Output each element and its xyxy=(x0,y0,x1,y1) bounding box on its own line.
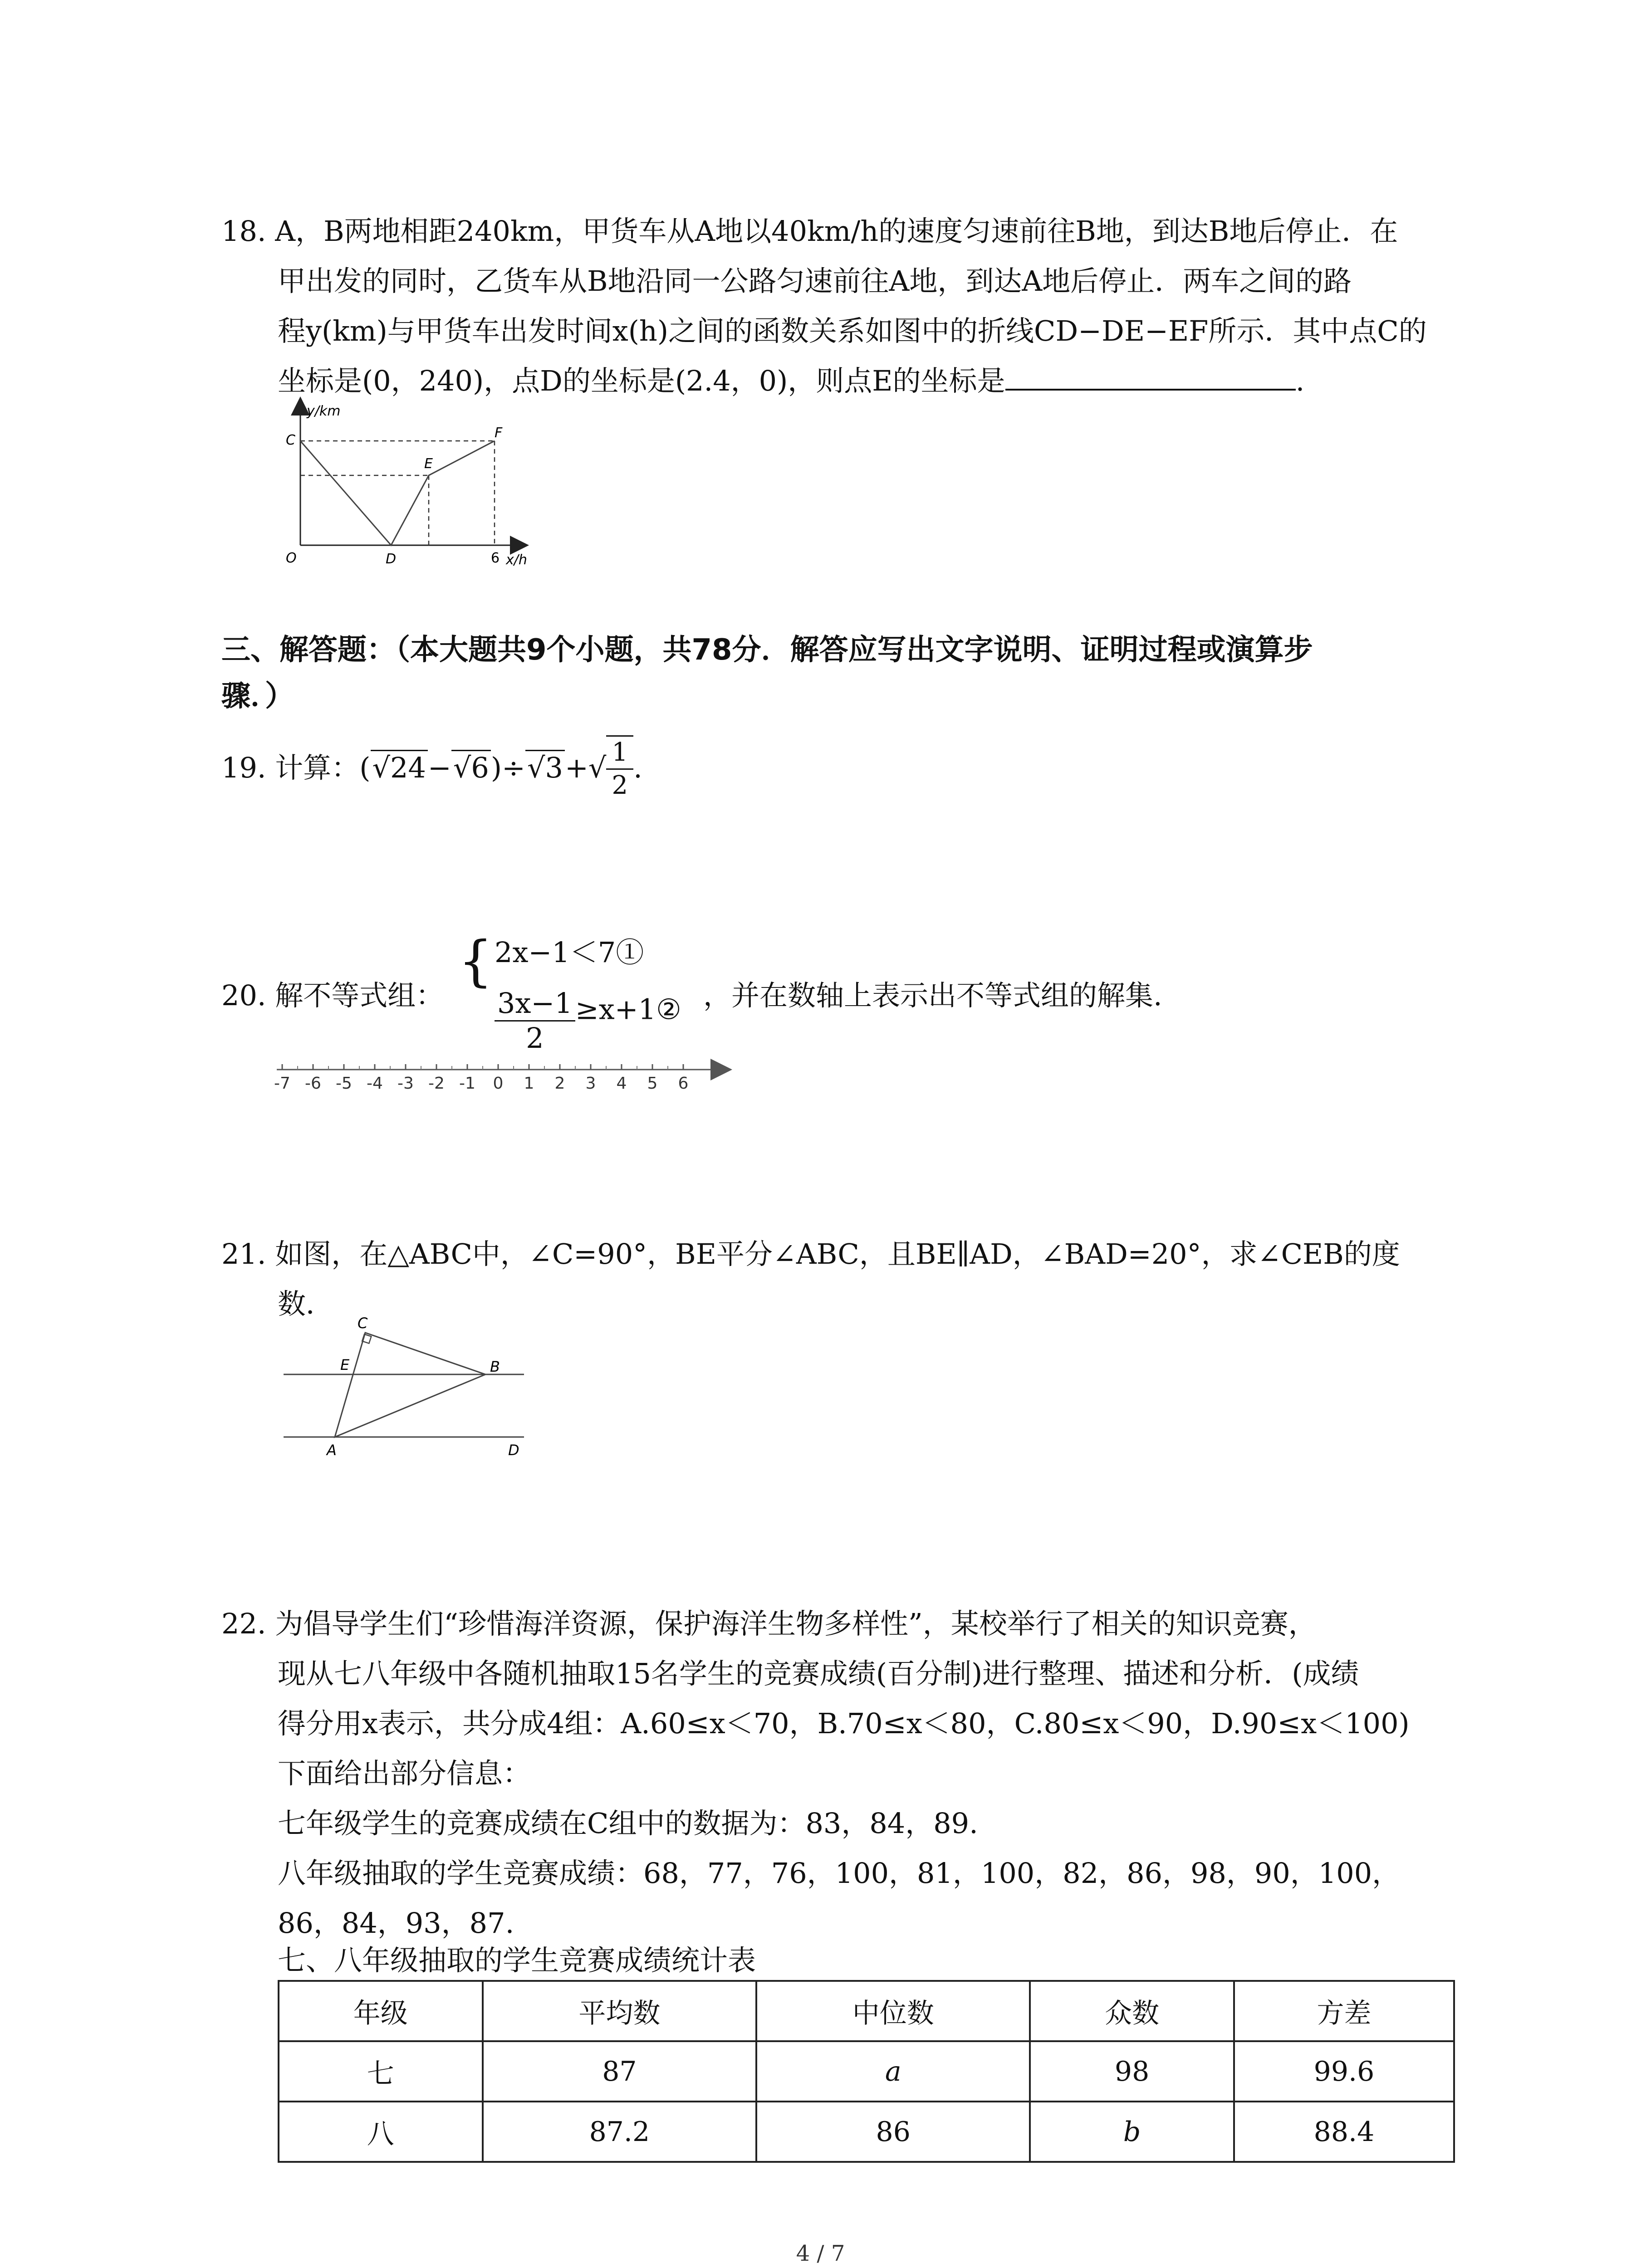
q20-ineq2 xyxy=(495,978,681,1055)
q18-line4-text: 坐标是(0，240)，点D的坐标是(2.4，0)，则点E的坐标是 xyxy=(278,364,1005,397)
q18-label-e: E xyxy=(424,456,433,472)
q20-ineq2-fraction xyxy=(495,987,575,1055)
number-line-label: -2 xyxy=(428,1074,445,1093)
q19-radicand3: 3 xyxy=(545,751,563,785)
number-line-label: 2 xyxy=(554,1074,565,1093)
table-header-cell: 年级 xyxy=(279,1981,483,2041)
number-line-label: -3 xyxy=(397,1074,414,1093)
q22-line2: 现从七八年级中各随机抽取15名学生的竞赛成绩(百分制)进行整理、描述和分析．(成绩 xyxy=(278,1657,1359,1690)
q22-stats-table xyxy=(278,1980,1455,2163)
q18-ylabel: y/km xyxy=(307,403,341,419)
q19-sqrt4: √ xyxy=(588,751,607,785)
q20-suffix: ，并在数轴上表示出不等式组的解集. xyxy=(703,979,1162,1012)
q20-ineq2-num: 3x−1 xyxy=(495,987,575,1022)
q22-table-title: 七、八年级抽取的学生竞赛成绩统计表 xyxy=(278,1944,756,1977)
table-cell: 98 xyxy=(1030,2041,1234,2102)
q20-number-line xyxy=(272,1057,726,1107)
q21-label-e: E xyxy=(340,1356,350,1374)
number-line-label: -6 xyxy=(305,1074,321,1093)
q19-radicand2: 6 xyxy=(471,751,489,785)
number-line-label: 1 xyxy=(524,1074,534,1093)
q22-line5: 七年级学生的竞赛成绩在C组中的数据为：83，84，89. xyxy=(278,1807,978,1840)
number-line-label: 6 xyxy=(678,1074,689,1093)
number-line-label: 0 xyxy=(493,1074,504,1093)
table-cell: 七 xyxy=(279,2041,483,2102)
table-header-row xyxy=(279,1981,1454,2041)
q21-line1: 21. 如图，在△ABC中，∠C=90°，BE平分∠ABC，且BE∥AD，∠BAD=20°，求∠CEB的度 xyxy=(221,1237,1400,1271)
q18-label-o: O xyxy=(286,550,297,566)
q21-label-d: D xyxy=(508,1442,519,1459)
q18-label-c: C xyxy=(286,432,295,448)
q18-label-f: F xyxy=(495,425,503,441)
q19-radicand1: 24 xyxy=(390,751,426,785)
q21-label-a: A xyxy=(327,1442,337,1459)
number-line-label: -7 xyxy=(274,1074,290,1093)
q21-triangle-abc xyxy=(335,1333,485,1437)
number-line-label: -1 xyxy=(459,1074,475,1093)
table-cell: 八 xyxy=(279,2102,483,2162)
q19-line xyxy=(221,737,642,803)
q18-line4-end: . xyxy=(1295,364,1305,397)
table-cell: 99.6 xyxy=(1234,2041,1454,2102)
q19-fraction xyxy=(606,735,633,802)
q21-line2: 数． xyxy=(278,1287,334,1320)
q20-brace: { xyxy=(458,930,493,993)
section3-line1: 三、解答题：（本大题共9个小题，共78分．解答应写出文字说明、证明过程或演算步 xyxy=(221,633,1313,667)
q21-triangle-figure xyxy=(277,1315,531,1465)
page-number: 4 / 7 xyxy=(796,2241,845,2266)
q22-line3: 得分用x表示，共分成4组：A.60≤x＜70，B.70≤x＜80，C.80≤x＜90，D.90≤x＜100) xyxy=(278,1707,1410,1740)
table-cell: 87 xyxy=(483,2041,757,2102)
q18-label-six: 6 xyxy=(491,550,500,566)
q18-function-graph xyxy=(272,399,554,576)
q19-minus: − xyxy=(427,751,451,785)
q20-ineq1: 2x−1＜7① xyxy=(495,936,644,969)
table-header-cell: 方差 xyxy=(1234,1981,1454,2041)
q19-mid: )÷ xyxy=(490,751,525,785)
table-cell: 86 xyxy=(756,2102,1030,2162)
table-header-cell: 众数 xyxy=(1030,1981,1234,2041)
q18-line3: 程y(km)与甲货车出发时间x(h)之间的函数关系如图中的折线CD−DE−EF所示．其中点C的 xyxy=(278,314,1427,347)
table-cell: 87.2 xyxy=(483,2102,757,2162)
table-header-cell: 平均数 xyxy=(483,1981,757,2041)
number-line-label: 5 xyxy=(647,1074,658,1093)
q18-label-d: D xyxy=(386,551,397,567)
answer-blank xyxy=(1005,365,1296,391)
q20-prefix: 20. 解不等式组： xyxy=(221,979,444,1012)
number-line-label: -4 xyxy=(367,1074,383,1093)
q21-label-c: C xyxy=(358,1315,368,1332)
q21-label-b: B xyxy=(490,1358,500,1375)
table-header-cell: 中位数 xyxy=(756,1981,1030,2041)
q19-end: . xyxy=(633,751,642,785)
q19-prefix: 19. 计算：( xyxy=(221,751,371,785)
q19-sqrt3: √3 xyxy=(525,750,565,784)
q19-sqrt2: √6 xyxy=(451,750,491,784)
q18-line2: 甲出发的同时，乙货车从B地沿同一公路匀速前往A地，到达A地后停止．两车之间的路 xyxy=(278,264,1352,298)
number-line-label: 4 xyxy=(616,1074,627,1093)
q22-line7: 86，84，93，87. xyxy=(278,1906,514,1940)
table-cell: a xyxy=(756,2041,1030,2102)
q22-line4: 下面给出部分信息： xyxy=(278,1757,531,1790)
number-line-label: 3 xyxy=(585,1074,596,1093)
number-line-label: -5 xyxy=(336,1074,352,1093)
q18-line4 xyxy=(278,363,1304,399)
q19-frac-den: 2 xyxy=(612,771,628,800)
q18-line1: 18. A，B两地相距240km，甲货车从A地以40km/h的速度匀速前往B地，到达B地后停止．在 xyxy=(221,215,1398,248)
table-cell: 88.4 xyxy=(1234,2102,1454,2162)
table-row xyxy=(279,2102,1454,2162)
q22-line1: 22. 为倡导学生们“珍惜海洋资源，保护海洋生物多样性”，某校举行了相关的知识竞赛， xyxy=(221,1607,1317,1640)
table-cell: b xyxy=(1030,2102,1234,2162)
q18-xlabel: x/h xyxy=(506,552,527,568)
q19-plus: + xyxy=(564,751,588,785)
section3-line2: 骤．） xyxy=(221,679,294,713)
q20-ineq2-rhs: ≥x+1② xyxy=(575,992,681,1026)
q18-polyline-cdef xyxy=(300,441,495,545)
q22-line6: 八年级抽取的学生竞赛成绩：68，77，76，100，81，100，82，86，98，90，100， xyxy=(278,1857,1401,1890)
q20-ineq2-den: 2 xyxy=(526,1022,544,1055)
table-row xyxy=(279,2041,1454,2102)
q19-sqrt1: √24 xyxy=(371,750,428,784)
q19-frac-num: 1 xyxy=(606,737,633,770)
